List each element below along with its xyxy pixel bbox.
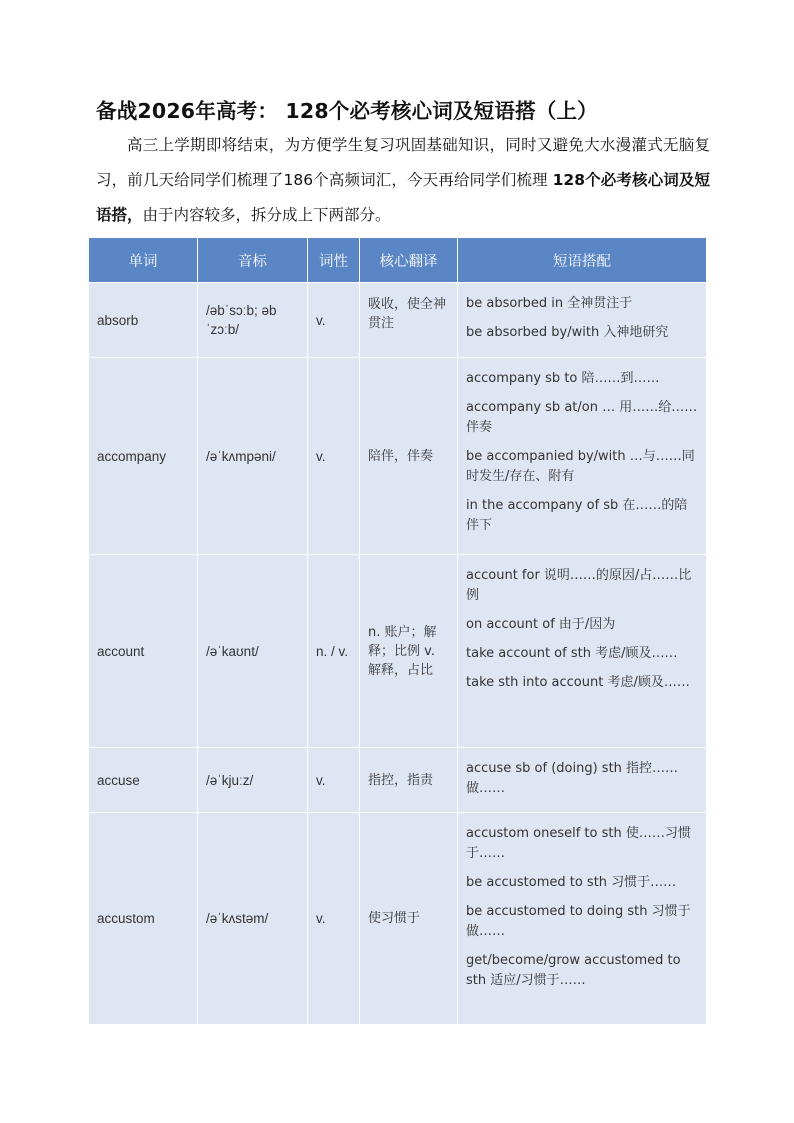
table-row [89,358,707,555]
cell-word: accuse [89,748,198,813]
cell-word: absorb [89,283,198,358]
intro-bold-text: 128个必考核心词及短语搭， [96,171,710,224]
header-pos: 词性 [308,238,360,283]
intro-text-end: 由于内容较多，拆分成上下两部分。 [142,206,391,224]
phrase-item: accuse sb of (doing) sth 指控……做…… [466,761,679,796]
phrase-item: take sth into account 考虑/顾及…… [466,675,690,690]
vocabulary-table [88,237,707,1025]
document-title: 备战2026年高考： 128个必考核心词及短语搭（上） [96,99,598,123]
intro-paragraph [96,128,710,233]
cell-translation: 吸收，使全神贯注 [360,283,458,358]
cell-phonetic: /əˈkaʊnt/ [198,555,308,748]
header-phonetic: 音标 [198,238,308,283]
table-row [89,283,707,358]
phrase-item: be accustomed to sth 习惯于…… [466,875,677,890]
phrase-item: accompany sb to 陪……到…… [466,371,660,386]
phrase-item: account for 说明……的原因/占……比例 [466,568,692,603]
phrase-item: be absorbed in 全神贯注于 [466,296,633,311]
cell-pos: v. [308,813,360,1025]
header-word: 单词 [89,238,198,283]
header-translation: 核心翻译 [360,238,458,283]
phrase-item: take account of sth 考虑/顾及…… [466,646,678,661]
table-row [89,555,707,748]
cell-word: account [89,555,198,748]
cell-phrases [458,813,707,1025]
cell-translation: n. 账户；解释；比例 v. 解释，占比 [360,555,458,748]
cell-phrases [458,555,707,748]
table-row [89,748,707,813]
cell-pos: v. [308,748,360,813]
cell-translation: 陪伴，伴奏 [360,358,458,555]
cell-phonetic: /əˈkʌmpəni/ [198,358,308,555]
phrase-item: be accompanied by/with …与……同时发生/存在、附有 [466,449,695,484]
cell-phrases [458,283,707,358]
phrase-item: accustom oneself to sth 使……习惯于…… [466,826,691,861]
cell-pos: v. [308,358,360,555]
phrase-item: in the accompany of sb 在……的陪伴下 [466,498,688,533]
cell-word: accompany [89,358,198,555]
header-phrases: 短语搭配 [458,238,707,283]
table-row [89,813,707,1025]
phrase-item: be absorbed by/with 入神地研究 [466,325,669,340]
cell-phrases [458,748,707,813]
cell-pos: v. [308,283,360,358]
cell-phonetic: /əˈkʌstəm/ [198,813,308,1025]
phrase-item: accompany sb at/on … 用……给……伴奏 [466,400,698,435]
cell-phonetic: /əˈkjuːz/ [198,748,308,813]
phrase-item: be accustomed to doing sth 习惯于做…… [466,904,691,939]
cell-pos: n. / v. [308,555,360,748]
phrase-item: on account of 由于/因为 [466,617,616,632]
cell-word: accustom [89,813,198,1025]
table-header-row [89,238,707,283]
cell-phrases [458,358,707,555]
cell-phonetic: /əbˈsɔːb; əbˈzɔːb/ [198,283,308,358]
cell-translation: 指控，指责 [360,748,458,813]
phrase-item: get/become/grow accustomed to sth 适应/习惯于…… [466,953,681,988]
intro-text: 高三上学期即将结束，为方便学生复习巩固基础知识，同时又避免大水漫灌式无脑复习，前几天给同学们梳理了186个高频词汇，今天再给同学们梳理 [96,136,710,189]
cell-translation: 使习惯于 [360,813,458,1025]
